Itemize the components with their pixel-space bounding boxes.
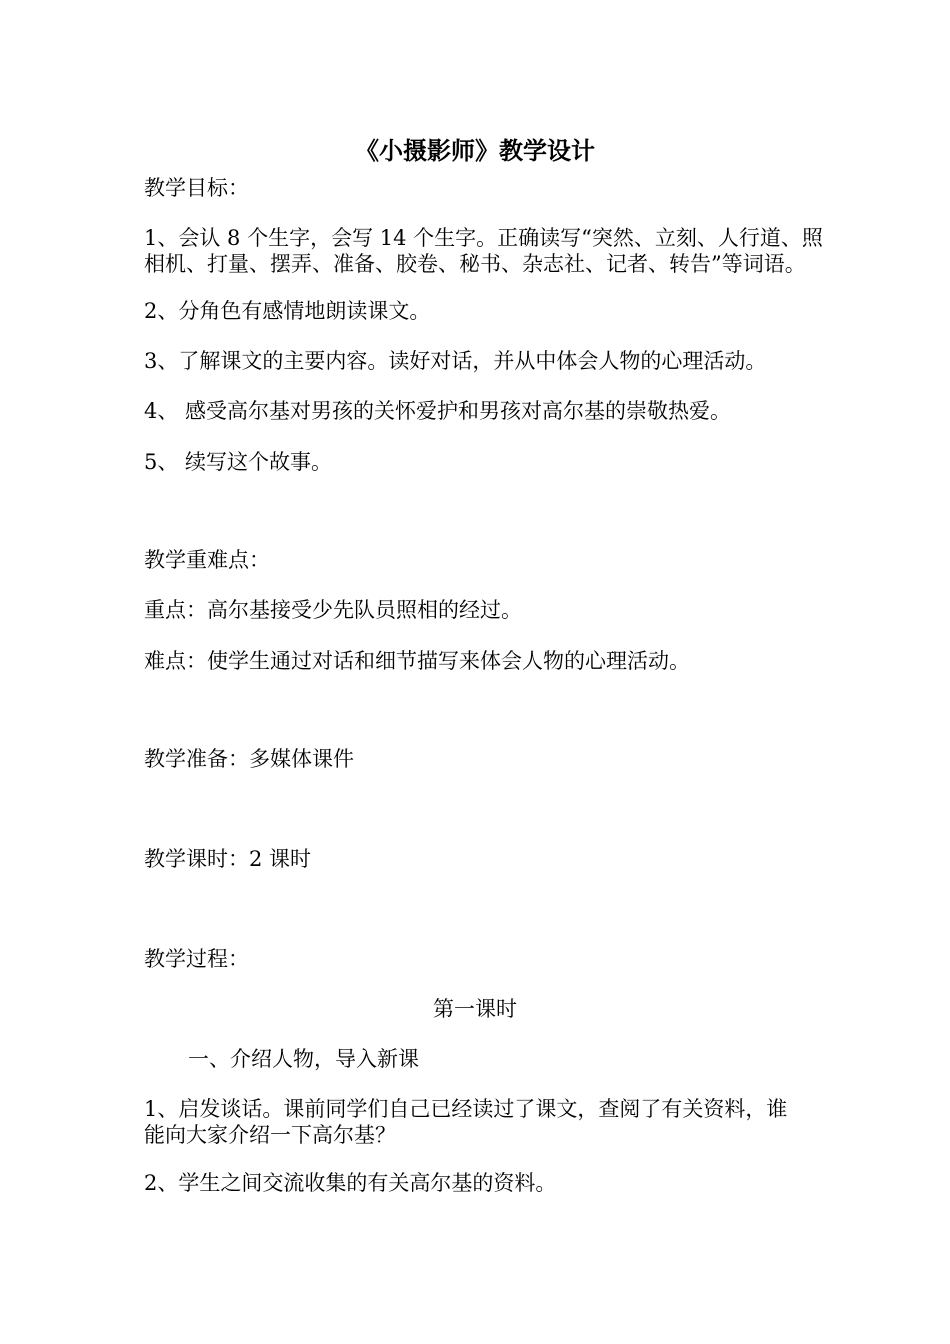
objective-3: 3、了解课文的主要内容。读好对话，并从中体会人物的心理活动。 [144,349,767,373]
objective-5: 5、 续写这个故事。 [144,450,333,474]
step-1-line-2: 能向大家介绍一下高尔基？ [144,1123,396,1147]
difficult-point: 难点：使学生通过对话和细节描写来体会人物的心理活动。 [144,649,690,673]
key-point: 重点：高尔基接受少先队员照相的经过。 [144,598,522,622]
document-title: 《小摄影师》教学设计 [355,136,595,165]
objective-1-line-2: 相机、打量、摆弄、准备、胶卷、秘书、杂志社、记者、转告”等词语。 [144,252,806,276]
objective-1-line-1: 1、会认 8 个生字，会写 14 个生字。正确读写“突然、立刻、人行道、照 [144,226,823,250]
process-heading: 教学过程： [144,947,249,971]
lesson-title: 第一课时 [433,997,517,1021]
section-heading: 一、介绍人物，导入新课 [188,1047,419,1071]
objective-4: 4、 感受高尔基对男孩的关怀爱护和男孩对高尔基的崇敬热爱。 [144,399,732,423]
preparation: 教学准备：多媒体课件 [144,747,354,771]
step-1-line-1: 1、启发谈话。课前同学们自己已经读过了课文，查阅了有关资料，谁 [144,1097,788,1121]
key-points-heading: 教学重难点： [144,548,270,572]
step-2: 2、学生之间交流收集的有关高尔基的资料。 [144,1171,557,1195]
objectives-heading: 教学目标： [144,176,249,200]
objective-2: 2、分角色有感情地朗读课文。 [144,299,431,323]
periods: 教学课时：2 课时 [144,847,312,871]
